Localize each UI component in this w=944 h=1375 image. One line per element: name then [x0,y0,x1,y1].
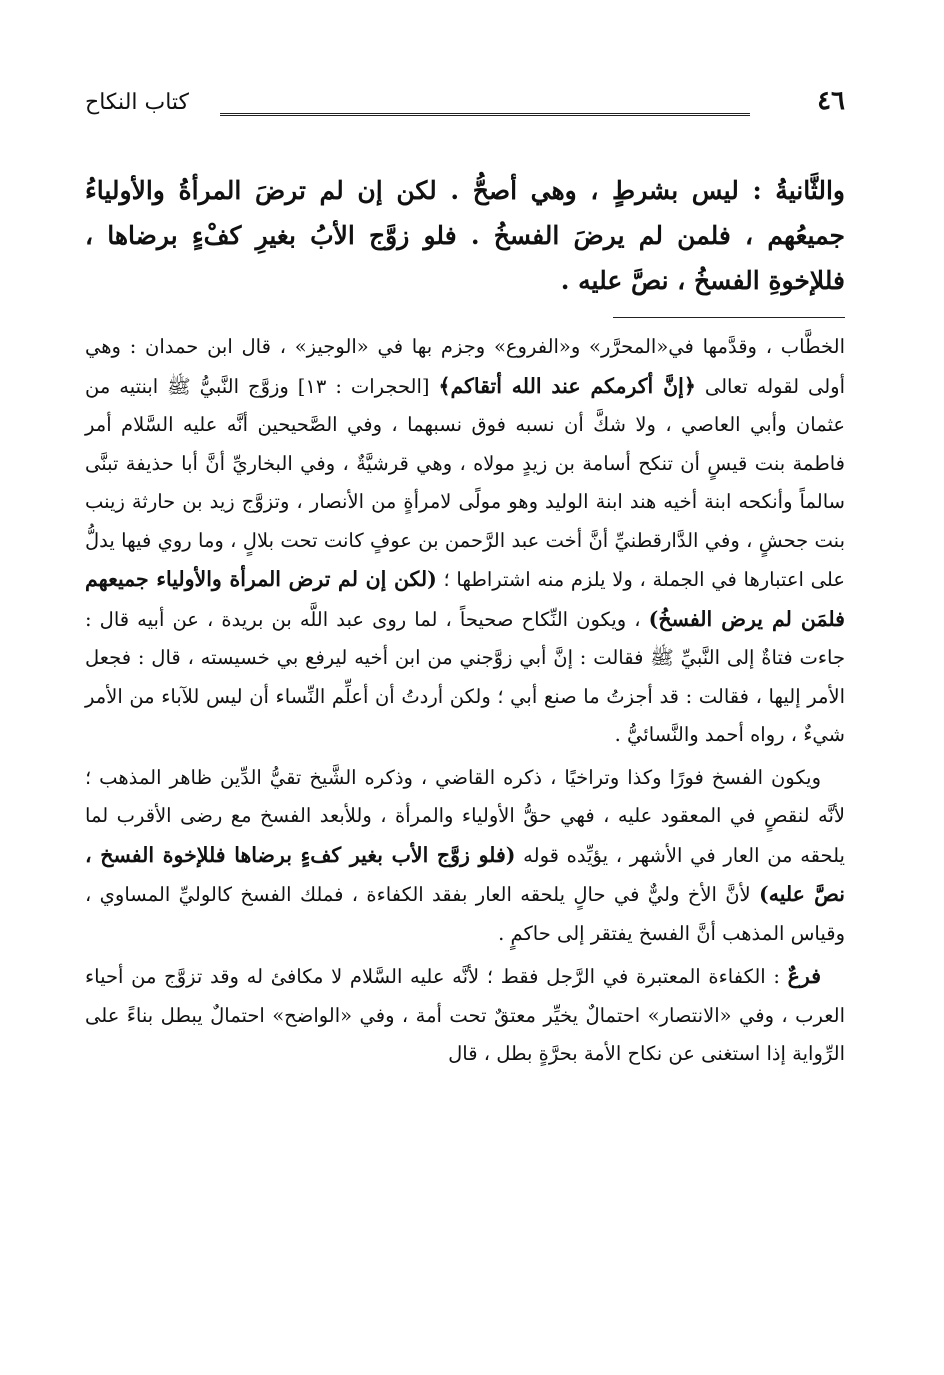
commentary-text: : الكفاءة المعتبرة في الرَّجل فقط ؛ لأنَّه عليه السَّلام لا مكافئ له وقد تزوَّج من أحياء العرب ، وفي «الانتصار» احتمالٌ يخيِّر معتقٌ تحت أمة ، وفي «الواضح» احتمالٌ يبطل بناءً على الرِّواية إذا استغنى عن نكاح الأمة بحرَّةٍ بطل ، قال [85,965,845,1065]
page [85,80,845,1078]
header-rule [220,113,750,116]
commentary [85,328,845,1074]
commentary-text: ويكون الفسخ فورًا وكذا وتراخيًا ، ذكره القاضي ، وذكره الشَّيخ تقيُّ الدِّين ظاهر المذهب ؛ لأنَّه لنقصٍ في المعقود عليه ، فهي حقُّ الأولياء والمرأة ، وللأبعد الفسخ مع رضى الأقرب لما يلحقه من العار في الأشهر ، يؤيِّده قوله [85,765,845,867]
main-text [85,168,845,303]
commentary-paragraph-3 [85,957,845,1074]
commentary-paragraph-2 [85,759,845,954]
commentary-text: [الحجرات : ١٣] وزوَّج النَّبيُّ ﷺ ابنتيه من عثمان وأبي العاصي ، ولا شكَّ أن نسبه فوق نسبهما ، وفي الصَّحيحين أنَّه عليه السَّلام أمر فاطمة بنت قيسٍ أن تنكح أسامة بن زيدٍ مولاه ، وهي قرشيَّةٌ ، وفي البخاريِّ أنَّ أبا حذيفة تبنَّى سالماً وأنكحه ابنة أخيه هند ابنة الوليد وهو مولًى لامرأةٍ من الأنصار ، وتزوَّج زيد بن حارثة زينب بنت جحشٍ ، وفي الدَّارقطنيِّ أنَّ أخت عبد الرَّحمن بن عوفٍ كانت تحت بلالٍ ، وما روي فيها يدلُّ على اعتبارها في الجملة ، ولا يلزم منه اشتراطها ؛ [85,374,845,591]
page-number: ٤٦ [817,86,845,116]
section-label: فرعٌ [787,964,821,988]
commentary-text: ، ويكون النِّكاح صحيحاً ، لما روى عبد اللَّه بن بريدة ، عن أبيه قال : جاءت فتاةٌ إلى النَّبيِّ ﷺ فقالت : إنَّ أبي زوَّجني من ابن أخيه ليرفع بي خسيسته ، قال : فجعل الأمر إليها ، فقالت : قد أجزتُ ما صنع أبي ؛ ولكن أردتُ أن أعلِّم النِّساء أن ليس للآباء من الأمر شيءٌ ، رواه أحمد والنَّسائيُّ . [85,607,845,746]
footnote-divider [613,317,845,318]
commentary-text: لأنَّ الأخ وليٌّ في حالٍ يلحقه العار بفقد الكفاءة ، فملك الفسخ كالوليِّ المساوي ، وقياس المذهب أنَّ الفسخ يفتقر إلى حاكمٍ . [85,883,845,945]
matn-quote: (لكن إن لم ترض المرأة والأولياء جميعهم فلمَن لم يرض الفسخُ) [85,567,845,631]
main-text-paragraph: والثَّانيةُ : ليس بشرطٍ ، وهي أصحُّ . لكن إن لم ترضَ المرأةُ والأولياءُ جميعُهم ، فلمن لم يرضَ الفسخُ . فلو زوَّج الأبُ بغيرِ كفْءٍ برضاها ، فللإخوةِ الفسخُ ، نصَّ عليه . [85,176,845,295]
commentary-paragraph-1 [85,328,845,755]
matn-quote: (فلو زوَّج الأب بغير كفءٍ برضاها فللإخوة الفسخ ، نصَّ عليه) [85,842,845,906]
page-header [85,80,845,130]
quran-quote: ﴿إنَّ أكرمكم عند الله أتقاكم﴾ [438,373,696,398]
commentary-text: الخطَّاب ، وقدَّمها في«المحرَّر» و«الفروع» وجزم بها في «الوجيز» ، قال ابن حمدان : وهي أولى لقوله تعالى [85,335,846,398]
book-title: كتاب النكاح [85,90,190,115]
